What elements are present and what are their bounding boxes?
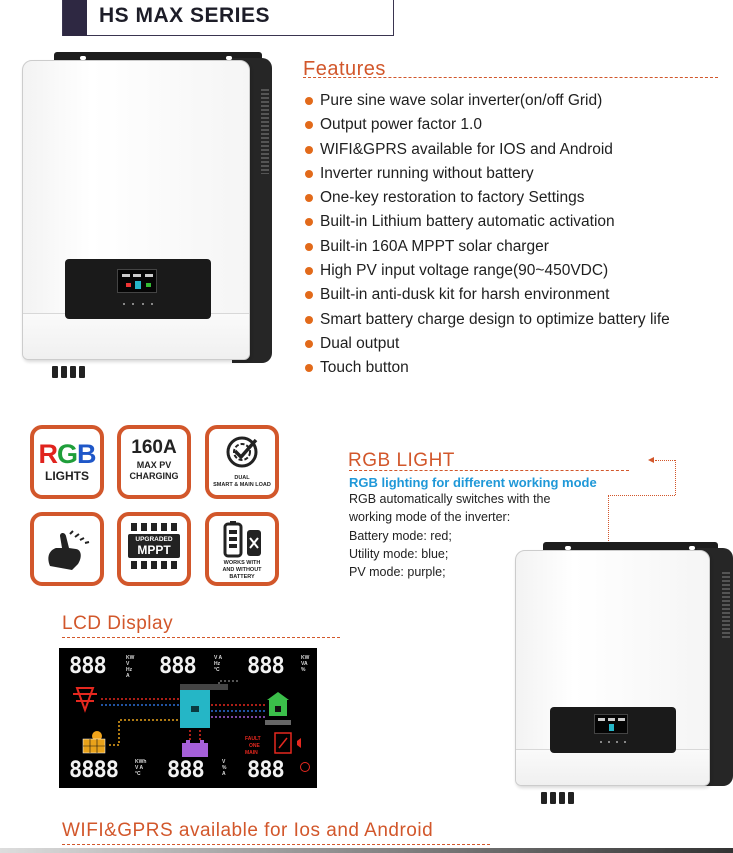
rgb-light-subtitle: RGB lighting for different working mode <box>349 475 597 490</box>
badge-battery-line3: BATTERY <box>229 574 255 580</box>
list-item: One-key restoration to factory Settings <box>303 186 670 210</box>
list-item: Built-in anti-dusk kit for harsh environment <box>303 283 670 307</box>
badge-charging-amps: 160A <box>131 437 177 458</box>
badge-mppt-line1: UPGRADED <box>135 536 173 543</box>
lcd-status-main: MAIN <box>245 750 258 756</box>
mppt-badge <box>117 512 191 586</box>
chip-pins-bottom <box>131 561 177 569</box>
list-item: Built-in 160A MPPT solar charger <box>303 235 670 259</box>
lcd-display-title: LCD Display <box>62 613 174 634</box>
battery-optional-badge <box>205 512 279 586</box>
touch-button-badge <box>30 512 104 586</box>
dual-load-badge <box>205 425 279 499</box>
series-header <box>62 0 394 36</box>
touch-hand-icon <box>42 526 96 574</box>
list-item: Smart battery charge design to optimize battery life <box>303 308 670 332</box>
lcd-readout-top-mid: 888 <box>159 654 196 679</box>
callout-line <box>675 460 676 495</box>
lcd-display-divider <box>62 637 340 638</box>
callout-line <box>608 495 675 496</box>
list-item: Pure sine wave solar inverter(on/off Grid) <box>303 89 670 113</box>
badge-mppt-line2: MPPT <box>137 543 171 557</box>
lcd-readout-top-right: 888 <box>247 654 284 679</box>
check-circle-icon <box>222 435 262 471</box>
footer-rule <box>0 848 733 853</box>
callout-arrow-icon <box>648 457 654 463</box>
description-line: Battery mode: red; <box>349 528 452 543</box>
inverter-image <box>22 50 272 390</box>
description-line: RGB automatically switches with the <box>349 492 551 506</box>
features-divider <box>303 77 718 78</box>
lcd-units-bottom-left: KWh V A °C <box>135 759 147 777</box>
description-line: PV mode: purple; <box>349 565 446 580</box>
lcd-units-top-mid: V A Hz °C <box>214 655 222 673</box>
page-title: HS MAX SERIES <box>99 4 271 27</box>
solar-panel-icon <box>83 731 105 753</box>
lcd-display-panel <box>59 648 317 788</box>
badge-battery-line2: AND WITHOUT <box>222 567 262 573</box>
list-item: WIFI&GPRS available for IOS and Android <box>303 138 670 162</box>
rgb-light-title: RGB LIGHT <box>348 450 455 471</box>
lcd-alarm-icon <box>300 762 310 772</box>
house-icon <box>265 692 291 725</box>
header-accent <box>63 0 87 36</box>
lcd-readout-bottom-right: 888 <box>247 758 284 783</box>
lcd-status-one: ONE <box>249 743 260 749</box>
callout-line <box>655 460 675 461</box>
lcd-battery-icon <box>182 743 208 757</box>
list-item: Dual output <box>303 332 670 356</box>
lcd-readout-bottom-mid: 888 <box>167 758 204 783</box>
description-line: working mode of the inverter: <box>349 510 511 525</box>
badge-charging-line3: CHARGING <box>129 471 179 481</box>
list-item: Inverter running without battery <box>303 162 670 186</box>
rgb-light-divider <box>349 470 629 471</box>
rgb-letter-b: B <box>77 439 96 469</box>
badge-dual-line2: SMART & MAIN LOAD <box>213 482 271 488</box>
badge-charging-line2: MAX PV <box>136 460 172 470</box>
lcd-status-fault: FAULT <box>245 736 261 742</box>
features-title: Features <box>303 58 386 80</box>
wifi-title: WIFI&GPRS available for Ios and Android <box>62 820 434 841</box>
badge-battery-line1: WORKS WITH <box>223 560 261 566</box>
description-line: Utility mode: blue; <box>349 546 449 561</box>
list-item: Built-in Lithium battery automatic activation <box>303 210 670 234</box>
lcd-readout-bottom-left: 8888 <box>69 758 118 783</box>
list-item: Touch button <box>303 356 670 380</box>
rgb-lights-badge <box>30 425 104 499</box>
rgb-letter-r: R <box>38 439 57 469</box>
wifi-divider <box>62 844 490 845</box>
list-item: High PV input voltage range(90~450VDC) <box>303 259 670 283</box>
badge-rgb-label: LIGHTS <box>45 469 89 483</box>
rgb-letter-g: G <box>56 439 77 469</box>
chip-pins-top <box>131 523 177 531</box>
grid-tower-icon <box>73 688 97 710</box>
battery-icon <box>221 520 269 558</box>
lcd-units-top-right: KW VA % <box>301 655 310 673</box>
lcd-readout-top-left: 888 <box>69 654 106 679</box>
charging-badge <box>117 425 191 499</box>
badge-dual-line1: DUAL <box>234 475 250 481</box>
list-item: Output power factor 1.0 <box>303 113 670 137</box>
inverter-rgb-image <box>515 540 733 808</box>
lcd-units-bottom-mid: V % A <box>222 759 227 777</box>
features-list <box>303 89 670 381</box>
lcd-units-top-left: KW V Hz A <box>126 655 135 679</box>
